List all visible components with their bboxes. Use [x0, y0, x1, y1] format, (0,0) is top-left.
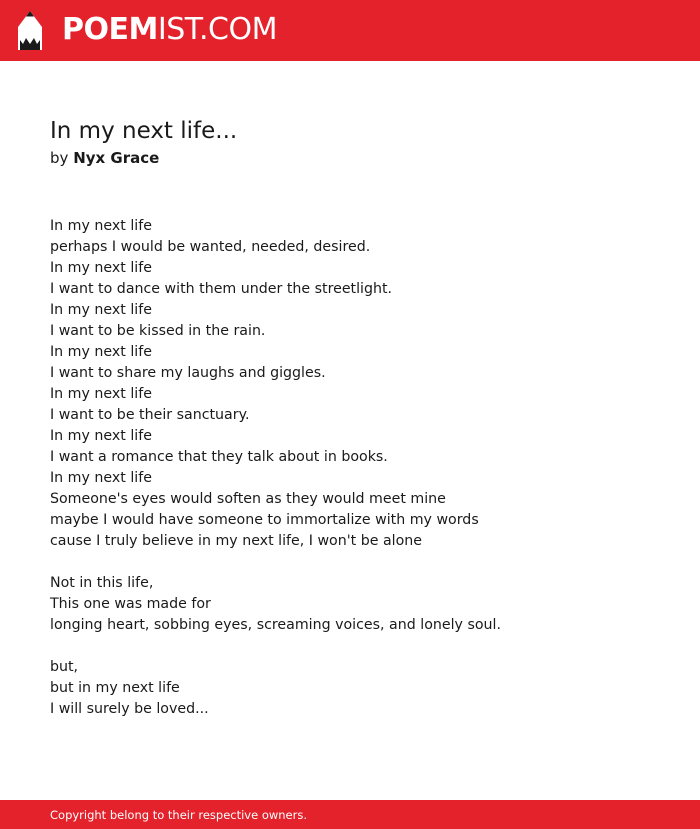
poem-line: maybe I would have someone to immortalize with my words [50, 512, 479, 528]
byline [50, 148, 670, 168]
poem-line: In my next life [50, 344, 152, 360]
poem-stanza [50, 216, 670, 552]
poem-line: but, [50, 659, 79, 675]
logo-text-bold: POEM [62, 12, 158, 47]
poem-line: Someone's eyes would soften as they would meet mine [50, 491, 446, 507]
poem-line: In my next life [50, 218, 152, 234]
poem-title: In my next life... [50, 118, 238, 144]
poem-line: In my next life [50, 302, 152, 318]
poem-stanza [50, 657, 670, 720]
poem-line: In my next life [50, 386, 152, 402]
site-logo[interactable] [62, 13, 277, 47]
poem-line: perhaps I would be wanted, needed, desired. [50, 239, 371, 255]
poem-body [50, 216, 670, 720]
poem-line: I will surely be loved... [50, 701, 209, 717]
poem-line: I want to be kissed in the rain. [50, 323, 266, 339]
pencil-icon[interactable] [17, 10, 43, 51]
author-name: Nyx Grace [73, 149, 160, 167]
poem-line: In my next life [50, 260, 152, 276]
poem-line: This one was made for [50, 596, 211, 612]
poem-content [50, 116, 670, 741]
poem-line: In my next life [50, 428, 152, 444]
poem-line: but in my next life [50, 680, 180, 696]
byline-prefix: by [50, 149, 69, 167]
logo-text-light: IST.COM [157, 12, 277, 47]
poem-line: I want to dance with them under the streetlight. [50, 281, 393, 297]
poem-stanza [50, 573, 670, 636]
poem-line: cause I truly believe in my next life, I won't be alone [50, 533, 422, 549]
copyright-text: Copyright belong to their respective owners. [50, 808, 308, 822]
site-header [0, 0, 700, 61]
poem-line: I want a romance that they talk about in books. [50, 449, 388, 465]
poem-line: I want to be their sanctuary. [50, 407, 250, 423]
poem-line: Not in this life, [50, 575, 154, 591]
poem-line: In my next life [50, 470, 152, 486]
site-footer [0, 800, 700, 829]
poem-line: I want to share my laughs and giggles. [50, 365, 326, 381]
poem-line: longing heart, sobbing eyes, screaming voices, and lonely soul. [50, 617, 501, 633]
